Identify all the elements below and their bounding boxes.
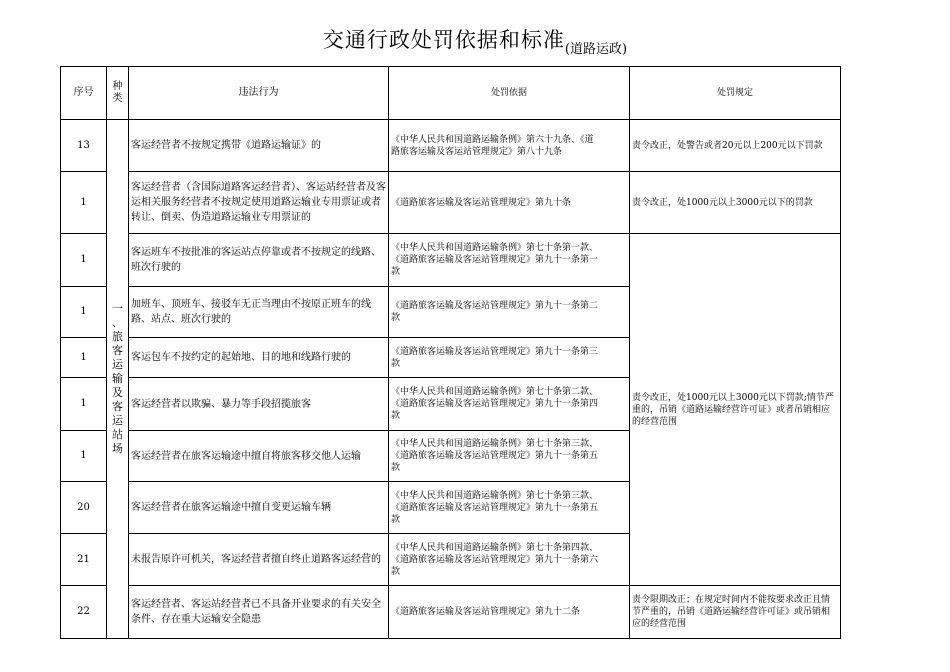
basis-line: 款 (391, 411, 401, 421)
basis-line: 《中华人民共和国道路运输条例》第七十条第三款、 (391, 439, 599, 449)
basis-line: 《道路旅客运输及客运站管理规定》第九十二条 (391, 607, 581, 617)
header-rule: 处罚规定 (630, 67, 841, 120)
row-seq: 22 (61, 586, 107, 639)
category-cell: 一 、 旅 客 运 输 及 客 运 站 场 (107, 120, 129, 639)
basis-line: 《中华人民共和国道路运输条例》第七十条第三款、 (391, 490, 599, 501)
row-seq: 1 (61, 431, 107, 482)
row-seq: 21 (61, 534, 107, 586)
row-violation: 未报告原许可机关，客运经营者擅自终止道路客运经营的 (129, 534, 389, 586)
row-basis (389, 120, 630, 172)
row-violation: 客运经营者（含国际道路客运经营者）、客运站经营者及客运相关服务经营者不按规定使用道路运输业专用票证或者转让、倒卖、伪造道路运输业专用票证的 (129, 172, 389, 234)
row-violation: 加班车、顶班车、接驳车无正当理由不按原正班车的线路、站点、班次行驶的 (129, 287, 389, 338)
row-violation: 客运经营者在旅客运输途中擅自变更运输车辆 (129, 482, 389, 534)
row-violation: 客运包车不按约定的起始地、目的地和线路行驶的 (129, 338, 389, 378)
table-row (61, 172, 841, 234)
row-violation: 客运经营者、客运站经营者已不具备开业要求的有关安全条件、存在重大运输安全隐患 (129, 586, 389, 639)
row-seq: 1 (61, 234, 107, 287)
table-row (61, 120, 841, 172)
basis-line: 《中华人民共和国道路运输条例》第六十九条、《道 (391, 134, 594, 145)
penalty-table (60, 66, 841, 639)
row-violation: 客运经营者以欺骗、暴力等手段招揽旅客 (129, 378, 389, 431)
basis-line: 款 (391, 313, 401, 323)
row-seq: 20 (61, 482, 107, 534)
basis-line: 《道路旅客运输及客运站管理规定》第九十一条第四 (391, 399, 599, 409)
basis-line: 款 (391, 358, 401, 369)
basis-line: 《中华人民共和国道路运输条例》第七十条第二款、 (391, 387, 599, 397)
row-rule: 责令限期改正；在规定时间内不能按要求改正且情节严重的，吊销《道路运输经营许可证》或吊销相应的经营范围 (630, 586, 841, 639)
row-basis (389, 338, 630, 378)
header-violation: 违法行为 (129, 67, 389, 120)
row-seq: 13 (61, 120, 107, 172)
table-row (61, 234, 841, 287)
merged-rule: 责令改正，处1000元以上3000元以下罚款;情节严重的，吊销《道路运输经营许可证》或者吊销相应的经营范围 (630, 234, 841, 586)
header-seq: 序号 (61, 67, 107, 120)
basis-line: 款 (391, 267, 401, 277)
basis-line: 款 (391, 514, 401, 525)
basis-line: 《道路旅客运输及客运站管理规定》第九十一条第五 (391, 451, 599, 461)
basis-line: 《道路旅客运输及客运站管理规定》第九十条 (391, 197, 572, 208)
basis-line: 《中华人民共和国道路运输条例》第七十条第四款、 (391, 542, 599, 553)
basis-line: 《道路旅客运输及客运站管理规定》第九十一条第二 (391, 301, 599, 311)
row-basis (389, 482, 630, 534)
row-basis (389, 431, 630, 482)
basis-line: 《中华人民共和国道路运输条例》第七十条第一款、 (391, 243, 599, 253)
row-violation: 客运经营者在旅客运输途中擅自将旅客移交他人运输 (129, 431, 389, 482)
row-basis (389, 586, 630, 639)
row-violation: 客运班车不按批准的客运站点停靠或者不按规定的线路、班次行驶的 (129, 234, 389, 287)
row-seq: 1 (61, 287, 107, 338)
row-violation: 客运经营者不按规定携带《道路运输证》的 (129, 120, 389, 172)
row-seq: 1 (61, 338, 107, 378)
basis-line: 《道路旅客运输及客运站管理规定》第九十一条第一 (391, 255, 599, 265)
title-main: 交通行政处罚依据和标准 (322, 28, 565, 52)
document-title (0, 24, 950, 57)
row-basis (389, 534, 630, 586)
header-basis: 处罚依据 (389, 67, 630, 120)
basis-line: 路旅客运输及客运站管理规定》第八十九条 (391, 146, 563, 157)
row-rule: 责令改正，处警告或者20元以上200元以下罚款 (630, 120, 841, 172)
row-basis (389, 378, 630, 431)
row-seq: 1 (61, 172, 107, 234)
table-header-row (61, 67, 841, 120)
title-sub: (道路运政) (564, 42, 628, 57)
header-category: 种 类 (107, 67, 129, 120)
basis-line: 款 (391, 463, 401, 473)
table-row (61, 586, 841, 639)
basis-line: 款 (391, 566, 401, 577)
basis-line: 《道路旅客运输及客运站管理规定》第九十一条第五 (391, 502, 599, 513)
basis-line: 《道路旅客运输及客运站管理规定》第九十一条第三 (391, 346, 599, 357)
row-seq: 1 (61, 378, 107, 431)
row-rule: 责令改正，处1000元以上3000元以下的罚款 (630, 172, 841, 234)
row-basis (389, 287, 630, 338)
row-basis (389, 234, 630, 287)
basis-line: 《道路旅客运输及客运站管理规定》第九十一条第六 (391, 554, 599, 565)
row-basis (389, 172, 630, 234)
